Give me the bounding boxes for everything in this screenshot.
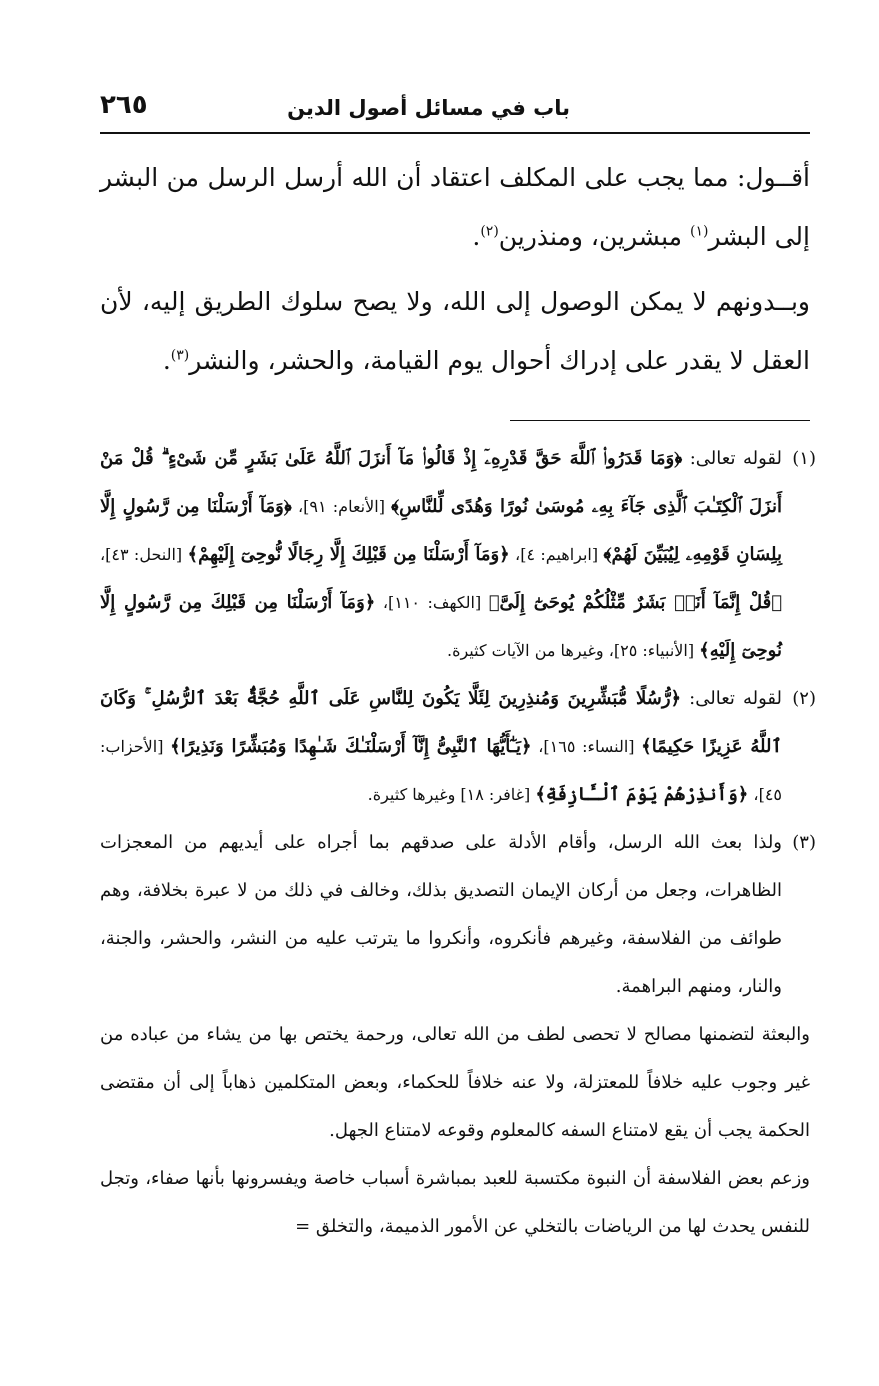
quran-verse: ﴿وَمَا قَدَرُوا۟ ٱللَّهَ حَقَّ قَدْرِهِۦٓ إِذْ قَالُوا۟ مَآ أَنزَلَ ٱللَّهُ عَلَىٰ بَشَرٍ مِّن شَىْءٍ ۗ قُلْ مَنْ أَنزَلَ ٱلْكِتَـٰبَ ٱلَّذِى جَآءَ بِهِۦ مُوسَىٰ نُورًا وَهُدًى لِّلنَّاسِ﴾	[100, 448, 782, 517]
punctuation: .	[472, 222, 481, 251]
footnotes	[100, 435, 816, 1251]
footnote-3	[100, 819, 816, 1011]
main-text-segment: أقــول: مما يجب على المكلف اعتقاد أن الله أرسل الرسل من البشر إلى البشر	[100, 163, 810, 251]
verse-reference: [الأنبياء: ٢٥]، وغيرها من الآيات كثيرة.	[447, 641, 700, 660]
footnote-number: (٢)	[792, 688, 816, 709]
verse-reference: [غافر: ١٨] وغيرها كثيرة.	[367, 785, 536, 804]
verse-reference: [الكهف: ١١٠]،	[375, 593, 489, 612]
quran-verse: ﴿وَمَآ أَرْسَلْنَا مِن قَبْلِكَ مِن رَّسُولٍ إِلَّا نُوحِىٓ إِلَيْهِ﴾	[100, 592, 782, 661]
main-text	[100, 148, 810, 390]
footnote-lead: لقوله تعالى:	[682, 448, 782, 469]
page-number: ٢٦٥	[100, 90, 148, 120]
quran-verse: ﴿قُلْ إِنَّمَآ أَنَا۠ بَشَرٌ مِّثْلُكُمْ يُوحَىٰٓ إِلَىَّ﴾	[488, 592, 782, 613]
footnote-number: (١)	[792, 448, 816, 469]
book-page	[100, 88, 816, 1251]
main-text-segment: وبــدونهم لا يمكن الوصول إلى الله، ولا يصح سلوك الطريق إليه، لأن العقل لا يقدر على إدراك أحوال يوم القيامة، والحشر، والنشر	[100, 287, 810, 375]
running-header	[100, 88, 810, 134]
quran-verse: ﴿وَأَنذِرْهُمْ يَوْمَ ٱلْـَٔازِفَةِ﴾	[535, 784, 749, 805]
footnote-2	[100, 675, 816, 819]
footnote-divider	[510, 420, 810, 421]
footnote-3-paragraph-3: وزعم بعض الفلاسفة أن النبوة مكتسبة للعبد بمباشرة أسباب خاصة ويفسرونها بأنها صفاء، وتجل للنفس يحدث لها من الرياضات بالتخلي عن الأمور الذميمة، والتخلق =	[100, 1168, 810, 1237]
verse-reference: [النساء: ١٦٥]،	[531, 737, 642, 756]
footnote-3-paragraph-2: والبعثة لتضمنها مصالح لا تحصى لطف من الله تعالى، ورحمة يختص بها من يشاء من عباده من غير وجوب عليه خلافاً للمعتزلة، ولا عنه خلافاً للحكماء، وبعض المتكلمين ذهاباً إلى أن مقتضى الحكمة يجب أن يقع لامتناع السفه كالمعلوم وقوعه لامتناع الجهل.	[100, 1024, 810, 1141]
verse-reference: [ابراهيم: ٤]،	[509, 545, 604, 564]
verse-reference: [النحل: ٤٣]،	[100, 545, 188, 564]
verse-reference: [الأحزاب: ٤٥]،	[100, 737, 782, 804]
verse-reference: [الأنعام: ٩١]،	[291, 497, 392, 516]
footnote-ref-2: (٢)	[480, 223, 499, 240]
quran-verse: ﴿وَمَآ أَرْسَلْنَا مِن رَّسُولٍ إِلَّا بِلِسَانِ قَوْمِهِۦ لِيُبَيِّنَ لَهُمْ﴾	[100, 496, 783, 565]
punctuation: .	[162, 346, 171, 375]
footnote-1	[100, 435, 816, 675]
footnote-ref-1: (١)	[689, 223, 709, 240]
quran-verse: ﴿وَمَآ أَرْسَلْنَا مِن قَبْلِكَ إِلَّا رِجَالًا نُّوحِىٓ إِلَيْهِمْ﴾	[187, 544, 510, 565]
main-text-segment: مبشرين، ومنذرين	[498, 222, 690, 251]
quran-verse: ﴿يَـٰٓأَيُّهَا ٱلنَّبِىُّ إِنَّآ أَرْسَلْنَـٰكَ شَـٰهِدًا وَمُبَشِّرًا وَنَذِيرًا﴾	[170, 736, 532, 757]
main-paragraph-2	[100, 272, 810, 390]
footnote-lead: لقوله تعالى:	[681, 688, 782, 709]
footnote-number: (٣)	[792, 832, 816, 853]
chapter-title: باب في مسائل أصول الدين	[287, 96, 570, 120]
quran-verse: ﴿رُّسُلًا مُّبَشِّرِينَ وَمُنذِرِينَ لِئَلَّا يَكُونَ لِلنَّاسِ عَلَى ٱللَّهِ حُجَّةٌۢ بَعْدَ ٱلرُّسُلِ ۚ وَكَانَ ٱللَّهُ عَزِيزًا حَكِيمًا﴾	[100, 688, 783, 757]
main-paragraph-1	[100, 148, 810, 266]
footnote-text: ولذا بعث الله الرسل، وأقام الأدلة على صدقهم بما أجراه على أيديهم من المعجزات الظاهرات، وجعل من أركان الإيمان التصديق بذلك، وخالف في ذلك من لا عبرة بخلافة، وهم طوائف من الفلاسفة، وغيرهم فأنكروه، وأنكروا ما يترتب عليه من النشر، والحشر، والجنة، والنار، ومنهم البراهمة.	[100, 832, 782, 997]
footnote-ref-3: (٣)	[170, 347, 190, 364]
